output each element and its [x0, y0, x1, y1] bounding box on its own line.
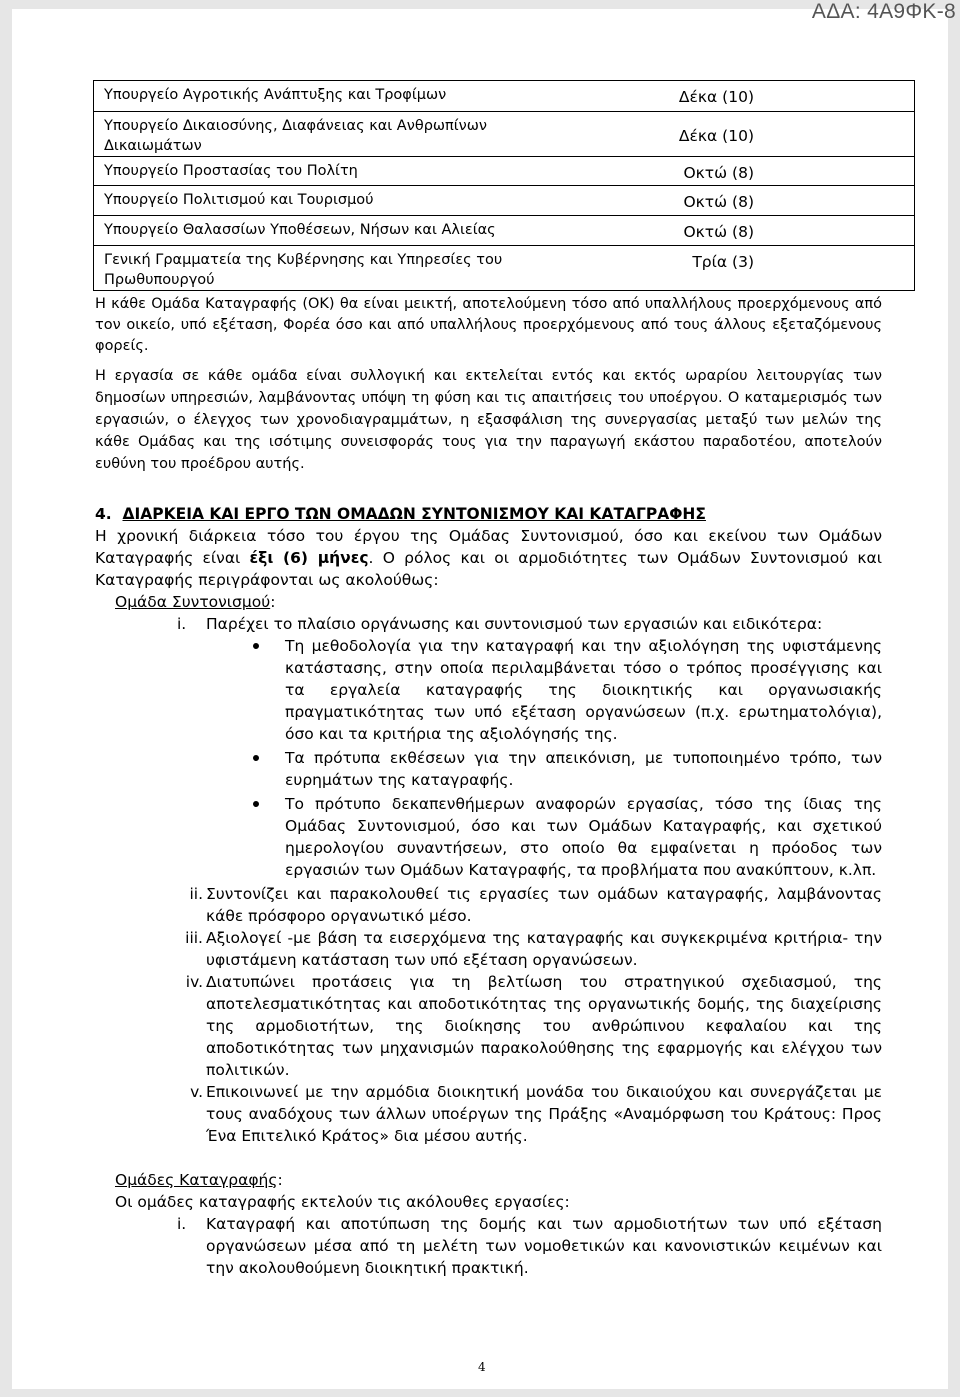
table-row [94, 112, 914, 157]
bullet-item [285, 747, 882, 791]
item-number: v. [190, 1083, 203, 1101]
item-text: Διατυπώνει προτάσεις για τη βελτίωση του στρατηγικού σχεδιασμού, της αποτελεσματικότητας και αποδοτικότητας της οργανωτικής δομής, της διαχείρισης της αρμοδιοτήτων, της διοίκησης του ανθρώπινου κεφαλαίου και της αποδοτικότητας των μηχανισμών παρακολούθησης της εφαρμογής και ελέγχου των πολιτικών. [206, 973, 882, 1079]
list-item [95, 1081, 882, 1147]
item-number: i. [177, 615, 187, 633]
item-text: Αξιολογεί -με βάση τα εισερχόμενα της καταγραφής και συγκεκριμένα κριτήρια- την υφιστάμενη κατάσταση των υπό εξέταση οργανώσεων. [206, 929, 882, 969]
coordination-heading [95, 591, 882, 613]
bullet-icon [253, 755, 259, 761]
list-item [95, 971, 882, 1081]
section-intro [95, 525, 882, 591]
list-item [95, 927, 882, 971]
list-item [95, 1213, 882, 1279]
bullet-icon [253, 643, 259, 649]
list-item [95, 613, 882, 635]
bullet-icon [253, 801, 259, 807]
section-number: 4. [95, 505, 112, 523]
item-number: i. [177, 1215, 187, 1233]
intro-text: . Ο ρόλος και οι αρμοδιότητες των Ομάδων Συντονισμού και Καταγραφής περιγράφονται ως ακολούθως: [95, 549, 883, 589]
table-row [94, 81, 914, 112]
list-item [95, 883, 882, 927]
ministry-name: Υπουργείο Θαλασσίων Υποθέσεων, Νήσων και Αλιείας [104, 222, 496, 238]
member-count: Δέκα (10) [678, 88, 754, 106]
ministry-name: Υπουργείο Αγροτικής Ανάπτυξης και Τροφίμων [104, 87, 447, 103]
member-count: Οκτώ (8) [683, 193, 754, 211]
table-row [94, 216, 914, 246]
item-number: iii. [185, 929, 203, 947]
member-count: Οκτώ (8) [683, 164, 754, 182]
paragraph: Η εργασία σε κάθε ομάδα είναι συλλογική και εκτελείται εντός και εκτός ωραρίου λειτουργίας των δημοσίων υπηρεσιών, λαμβάνοντας υπόψη τη φύση και τις απαιτήσεις του υποέργου. Ο καταμερισμός των εργασιών, ο έλεγχος των χρονοδιαγραμμάτων, η εξασφάλιση της συνεργασίας μεταξύ των μελών της κάθε Ομάδας και της ισότιμης συνεισφοράς τους για την παραγωγή εκάστου παραδοτέου, αποτελούν ευθύνη του προέδρου αυτής. [95, 368, 882, 472]
item-text: Καταγραφή και αποτύπωση της δομής και των αρμοδιοτήτων των υπό εξέταση οργανώσεων μέσα από τη μελέτη των νομοθετικών και κανονιστικών κειμένων και την ακολουθούμενη διοικητική πρακτική. [206, 1215, 882, 1277]
intro-text: Η χρονική διάρκεια τόσο του έργου της Ομάδας Συντονισμού, όσο και εκείνου των Ομάδων Καταγραφής είναι [95, 527, 882, 567]
section-heading [95, 503, 882, 525]
paragraph: Η κάθε Ομάδα Καταγραφής (ΟΚ) θα είναι μεικτή, αποτελούμενη τόσο από υπαλλήλους προερχόμενους από τον οικείο, υπό εξέταση, Φορέα όσο και από υπαλλήλους προερχόμενους από τους άλλους εξεταζόμενους φορείς. [95, 296, 882, 354]
page-number: 4 [478, 1360, 486, 1374]
recording-intro: Οι ομάδες καταγραφής εκτελούν τις ακόλουθες εργασίες: [115, 1193, 570, 1211]
ministry-name: Υπουργείο Δικαιοσύνης, Διαφάνειας και Ανθρωπίνων Δικαιωμάτων [104, 118, 488, 154]
item-text: Συντονίζει και παρακολουθεί τις εργασίες των ομάδων καταγραφής, λαμβάνοντας κάθε πρόσφορο οργανωτικό μέσο. [206, 885, 882, 925]
watermark-ada: ΑΔΑ: 4Α9ΦΚ-8 [811, 0, 956, 23]
ministry-table [93, 80, 915, 291]
recording-heading-text: Ομάδες Καταγραφής [115, 1171, 278, 1189]
item-number: ii. [189, 885, 203, 903]
intro-bold: έξι (6) μήνες [249, 549, 369, 567]
section-title: ΔΙΑΡΚΕΙΑ ΚΑΙ ΕΡΓΟ ΤΩΝ ΟΜΑΔΩΝ ΣΥΝΤΟΝΙΣΜΟΥ ΚΑΙ ΚΑΤΑΓΡΑΦΗΣ [122, 505, 706, 523]
member-count: Οκτώ (8) [683, 223, 754, 241]
heading-colon: : [270, 593, 276, 611]
member-count: Τρία (3) [692, 253, 754, 271]
bullet-text: Τη μεθοδολογία για την καταγραφή και την αξιολόγηση της υφιστάμενης κατάστασης, στην οποία περιλαμβάνεται τόσο ο τρόπος προσέγγισης και τα εργαλεία καταγραφής της διοικητικής και οργανωσιακής πραγματικότητας των υπό εξέταση οργανώσεων (π.χ. ερωτηματολόγια), όσο και τα κριτήρια της αξιολόγησής της. [285, 637, 882, 743]
bullet-list [95, 635, 882, 881]
bullet-item [285, 793, 882, 881]
bullet-text: Το πρότυπο δεκαπενθήμερων αναφορών εργασίας, τόσο της ίδιας της Ομάδας Συντονισμού, όσο και των Ομάδων Καταγραφής, και σχετικού ημερολογίου συναντήσεων, στο οποίο θα εμφαίνεται η πρόοδος των εργασιών των Ομάδων Καταγραφής, τα προβλήματα που ανακύπτουν, κ.λπ. [285, 795, 882, 879]
bullet-item [285, 635, 882, 745]
recording-heading [95, 1169, 882, 1191]
document-body [95, 294, 882, 1279]
table-row [94, 186, 914, 216]
table-row [94, 246, 914, 290]
ministry-name: Υπουργείο Προστασίας του Πολίτη [104, 163, 358, 179]
item-text: Επικοινωνεί με την αρμόδια διοικητική μονάδα του δικαιούχου και συνεργάζεται με τους αναδόχους των άλλων υποέργων της Πράξης «Αναμόρφωση του Κράτους: Προς Ένα Επιτελικό Κράτος» δια μέσου αυτής. [206, 1083, 882, 1145]
member-count: Δέκα (10) [678, 127, 754, 145]
item-text: Παρέχει το πλαίσιο οργάνωσης και συντονισμού των εργασιών και ειδικότερα: [206, 615, 823, 633]
coordination-heading-text: Ομάδα Συντονισμού [115, 593, 271, 611]
ministry-name: Υπουργείο Πολιτισμού και Τουρισμού [104, 192, 374, 208]
table-row [94, 157, 914, 186]
heading-colon: : [277, 1171, 283, 1189]
item-number: iv. [185, 973, 203, 991]
ministry-name: Γενική Γραμματεία της Κυβέρνησης και Υπηρεσίες του Πρωθυπουργού [104, 252, 503, 288]
bullet-text: Τα πρότυπα εκθέσεων για την απεικόνιση, με τυποποιημένο τρόπο, των ευρημάτων της καταγραφής. [285, 749, 882, 789]
